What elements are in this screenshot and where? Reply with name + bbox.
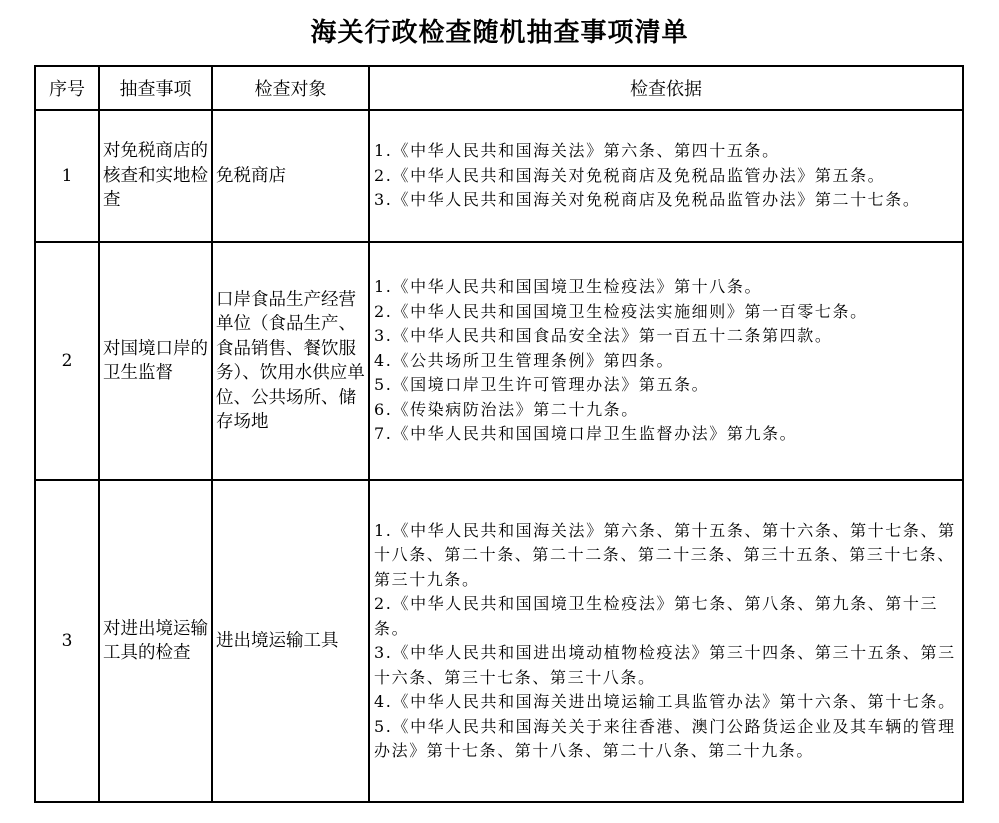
basis-line: 4.《中华人民共和国海关进出境运输工具监管办法》第十六条、第十七条。 — [374, 692, 956, 711]
basis-line: 1.《中华人民共和国国境卫生检疫法》第十八条。 — [374, 277, 763, 297]
basis-line: 3.《中华人民共和国食品安全法》第一百五十二条第四款。 — [374, 326, 833, 346]
basis-line: 2.《中华人民共和国国境卫生检疫法》第七条、第八条、第九条、第十三条。 — [374, 594, 939, 638]
header-object: 检查对象 — [212, 66, 369, 110]
table-row — [35, 480, 963, 802]
row-number: 1 — [35, 110, 99, 242]
basis-line: 3.《中华人民共和国海关对免税商店及免税品监管办法》第二十七条。 — [374, 190, 921, 210]
inspection-item: 对国境口岸的卫生监督 — [99, 242, 212, 480]
inspection-basis — [369, 242, 963, 480]
header-no: 序号 — [35, 66, 99, 110]
row-number: 3 — [35, 480, 99, 802]
page-title: 海关行政检查随机抽查事项清单 — [310, 18, 689, 48]
basis-line: 3.《中华人民共和国进出境动植物检疫法》第三十四条、第三十五条、第三十六条、第三十七条、第三十八条。 — [374, 643, 956, 687]
header-item: 抽查事项 — [99, 66, 212, 110]
inspection-object: 口岸食品生产经营单位（食品生产、食品销售、餐饮服务）、饮用水供应单位、公共场所、储存场地 — [212, 242, 369, 480]
basis-line: 5.《国境口岸卫生许可管理办法》第五条。 — [374, 375, 710, 395]
basis-line: 6.《传染病防治法》第二十九条。 — [374, 399, 639, 419]
inspection-basis — [369, 110, 963, 242]
basis-line: 1.《中华人民共和国海关法》第六条、第十五条、第十六条、第十七条、第十八条、第二十条、第二十二条、第二十三条、第三十五条、第三十七条、第三十九条。 — [374, 520, 956, 589]
table-row — [35, 242, 963, 480]
basis-line: 2.《中华人民共和国国境卫生检疫法实施细则》第一百零七条。 — [374, 301, 868, 321]
inspection-object: 进出境运输工具 — [212, 480, 369, 802]
table-header-row — [35, 66, 963, 110]
basis-line: 5.《中华人民共和国海关关于来往香港、澳门公路货运企业及其车辆的管理办法》第十七条、第十八条、第二十八条、第二十九条。 — [374, 716, 956, 760]
header-basis: 检查依据 — [369, 66, 963, 110]
table-row — [35, 110, 963, 242]
basis-line: 7.《中华人民共和国国境口岸卫生监督办法》第九条。 — [374, 424, 798, 444]
basis-line: 4.《公共场所卫生管理条例》第四条。 — [374, 350, 675, 370]
inspection-item: 对进出境运输工具的检查 — [99, 480, 212, 802]
inspection-object: 免税商店 — [212, 110, 369, 242]
basis-line: 1.《中华人民共和国海关法》第六条、第四十五条。 — [374, 141, 780, 161]
inspection-items-table — [34, 65, 964, 803]
inspection-item: 对免税商店的核查和实地检查 — [99, 110, 212, 242]
inspection-basis — [369, 480, 963, 802]
basis-line: 2.《中华人民共和国海关对免税商店及免税品监管办法》第五条。 — [374, 165, 886, 185]
row-number: 2 — [35, 242, 99, 480]
